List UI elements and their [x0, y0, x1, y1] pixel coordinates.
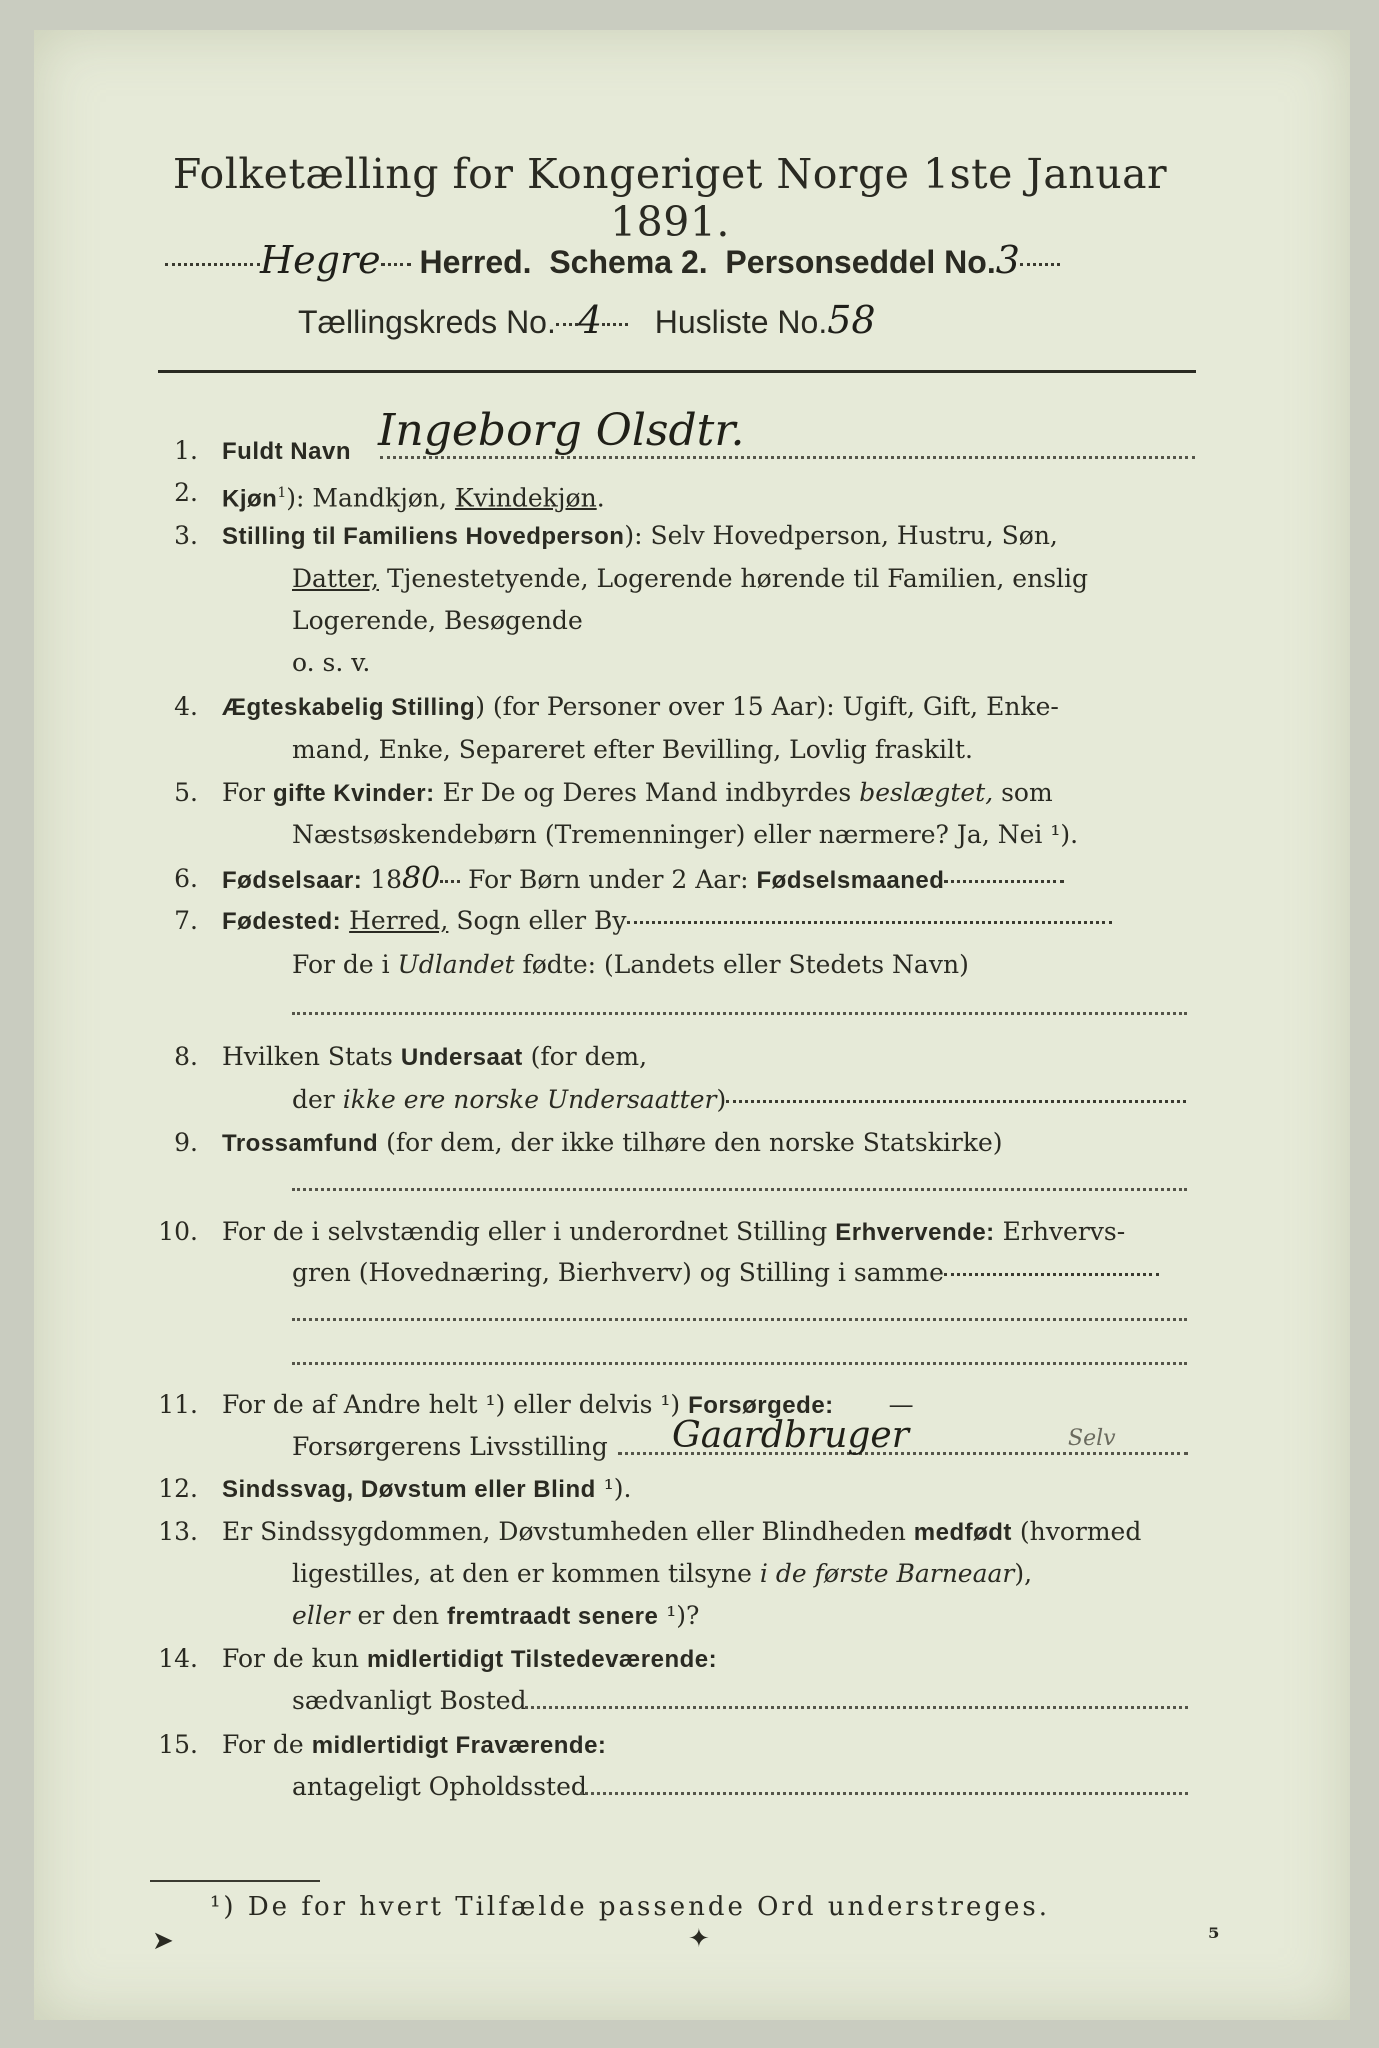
q13-line2 — [292, 1559, 1032, 1589]
q6-text: For Børn under 2 Aar: — [460, 865, 757, 894]
q11-text2: Forsørgerens Livsstilling — [292, 1432, 608, 1461]
q7-line2 — [292, 950, 969, 980]
q8-italic: ikke ere norske Undersaatter — [342, 1085, 717, 1114]
q13-text: (hvormed — [1011, 1517, 1142, 1546]
q11-pre: For de af Andre helt ¹) eller delvis ¹) — [222, 1390, 689, 1419]
q11-handwritten-dash: — — [888, 1390, 914, 1419]
personseddel-value: 3 — [995, 238, 1020, 282]
answer-dotline — [292, 1012, 1187, 1015]
q5-pre: For — [222, 778, 273, 807]
question-number: 8. — [174, 1042, 198, 1071]
q4-text: ) (for Personer over 15 Aar): Ugift, Gift, Enke- — [475, 692, 1059, 721]
answer-dotline — [292, 1362, 1187, 1365]
question-number: 4. — [174, 692, 198, 721]
schema-label: Schema 2. — [549, 244, 708, 280]
q5-line2: Næstsøskendebørn (Tremenninger) eller nærmere? Ja, Nei ¹). — [292, 820, 1079, 849]
q12-text: ¹). — [603, 1474, 632, 1503]
q2-text: ): Mandkjøn, — [286, 483, 455, 513]
q2-period: . — [596, 483, 605, 513]
q13-line3 — [292, 1601, 699, 1632]
q5-end: som — [993, 778, 1053, 807]
question-number: 10. — [158, 1217, 198, 1246]
answer-dotline — [580, 1792, 1188, 1795]
q7-label: Fødested: — [222, 908, 342, 935]
dotted-fill — [944, 1273, 1159, 1276]
question-number: 15. — [158, 1730, 198, 1759]
q5-label: gifte Kvinder: — [272, 780, 435, 807]
q7-text3: fødte: (Landets eller Stedets Navn) — [514, 950, 969, 979]
q9-text: (for dem, der ikke tilhøre den norske Statskirke) — [378, 1128, 1003, 1157]
q6-prefix: 18 — [362, 865, 402, 894]
q3-text: ): Selv Hovedperson, Hustru, Søn, — [624, 521, 1058, 550]
answer-dotline — [292, 1318, 1187, 1321]
personseddel-label: Personseddel No. — [725, 244, 996, 280]
q1-label: Fuldt Navn — [222, 438, 351, 465]
question-number: 3. — [174, 521, 198, 550]
margin-mark-icon: ✦ — [688, 1924, 710, 1954]
q2-label: Kjøn — [222, 485, 278, 513]
q10-text: Erhvervs- — [994, 1217, 1126, 1246]
q13-label2: fremtraadt senere — [447, 1603, 659, 1630]
dotted-fill — [602, 323, 628, 326]
dotted-fill — [944, 880, 1064, 883]
margin-mark-icon: ➤ — [152, 1926, 174, 1956]
q15-line2 — [292, 1772, 587, 1802]
footnote-ref: 1 — [277, 485, 287, 501]
q7-text: Sogn eller By — [448, 906, 627, 935]
q13-text5: ¹)? — [658, 1601, 700, 1630]
footnote: ¹) De for hvert Tilfælde passende Ord understreges. — [210, 1892, 1051, 1922]
q13-label: medfødt — [913, 1519, 1012, 1546]
dotted-fill — [627, 921, 1112, 924]
q11-line2 — [292, 1432, 608, 1462]
question-number: 7. — [174, 906, 198, 935]
q13-text2: ligestilles, at den er kommen tilsyne — [292, 1559, 760, 1588]
q7-text2: For de i — [292, 950, 398, 979]
question-number: 14. — [158, 1644, 198, 1673]
q8-text2: der — [292, 1085, 343, 1114]
question-number: 11. — [158, 1390, 198, 1419]
q7-italic: Udlandet — [397, 950, 515, 979]
dotted-fill — [1020, 263, 1060, 266]
q2-underlined-answer: Kvindekjøn — [454, 483, 597, 513]
question-number: 5. — [174, 778, 198, 807]
q8-text: (for dem, — [522, 1042, 648, 1071]
q6-label2: Fødselsmaaned — [756, 867, 945, 894]
q14-text2: sædvanligt Bosted — [292, 1686, 527, 1715]
question-number: 12. — [158, 1474, 198, 1503]
q3-text: Tjenestetyende, Logerende hørende til Familien, enslig — [379, 564, 1089, 593]
q3-label: Stilling til Familiens Hovedperson — [222, 523, 625, 550]
answer-dotline — [525, 1706, 1188, 1709]
q13-text3: ), — [1014, 1559, 1033, 1588]
q13-italic: i de første Barneaar — [759, 1559, 1015, 1588]
kreds-line — [298, 298, 876, 342]
q5-italic: beslægtet, — [859, 778, 994, 807]
question-number: 6. — [174, 864, 198, 893]
q13-italic2: eller — [292, 1601, 350, 1630]
q10-text2: gren (Hovednæring, Bierhverv) og Stilling i samme — [292, 1258, 944, 1287]
dotted-fill — [726, 1100, 1186, 1103]
q14-pre: For de kun — [222, 1644, 367, 1673]
q8-label: Undersaat — [400, 1044, 523, 1071]
answer-dotline — [292, 1188, 1187, 1191]
dotted-fill — [556, 323, 578, 326]
q10-label: Erhvervende: — [835, 1219, 995, 1246]
question-number: 9. — [174, 1128, 198, 1157]
q8-pre: Hvilken Stats — [222, 1042, 401, 1071]
form-title: Folketælling for Kongeriget Norge 1ste Januar 1891. — [172, 150, 1168, 246]
q3-line2 — [292, 564, 1088, 594]
q1-name-handwritten: Ingeborg Olsdtr. — [378, 405, 745, 456]
q4-label: Ægteskabelig Stilling — [222, 694, 476, 721]
q13-pre: Er Sindssygdommen, Døvstumheden eller Blindheden — [222, 1517, 914, 1546]
q3-line4: o. s. v. — [292, 648, 371, 677]
dotted-fill — [440, 880, 460, 883]
husliste-value: 58 — [827, 298, 876, 342]
q11-occupation-handwritten: Gaardbruger — [672, 1415, 909, 1456]
q6-label: Fødselsaar: — [222, 867, 363, 894]
herred-line — [165, 238, 1060, 282]
q11-label: Forsørgede: — [688, 1392, 834, 1419]
q13-text4: er den — [349, 1601, 448, 1630]
answer-dotline — [380, 456, 1195, 459]
margin-mark-icon: ⁵ — [1208, 1924, 1220, 1954]
q5-text: Er De og Deres Mand indbyrdes — [434, 778, 860, 807]
dotted-fill — [165, 263, 260, 266]
q7-underlined-answer: Herred, — [349, 906, 449, 935]
q3-line3: Logerende, Besøgende — [292, 606, 583, 635]
herred-label: Herred. — [419, 244, 532, 280]
q8-line2 — [292, 1085, 1186, 1115]
q8-text3: ) — [716, 1085, 727, 1114]
header-rule — [158, 370, 1196, 373]
q14-label: midlertidigt Tilstedeværende: — [366, 1646, 718, 1673]
footnote-rule — [150, 1880, 320, 1882]
q15-label: midlertidigt Fraværende: — [311, 1732, 607, 1759]
q15-text2: antageligt Opholdssted — [292, 1772, 587, 1801]
q4-line2: mand, Enke, Separeret efter Bevilling, Lovlig fraskilt. — [292, 735, 973, 764]
q9-label: Trossamfund — [222, 1130, 379, 1157]
question-number: 2. — [174, 478, 198, 507]
q10-pre: For de i selvstændig eller i underordnet Stilling — [222, 1217, 836, 1246]
question-number: 1. — [174, 436, 198, 465]
q10-line2 — [292, 1258, 1159, 1288]
q11-pencil-note: Selv — [1068, 1426, 1116, 1451]
dotted-fill — [381, 263, 411, 266]
kreds-value: 4 — [577, 298, 603, 342]
question-number: 13. — [158, 1517, 198, 1546]
q15-pre: For de — [222, 1730, 312, 1759]
q6-birthyear-handwritten: 80 — [401, 861, 441, 896]
husliste-label: Husliste No. — [654, 304, 828, 340]
herred-handwritten: Hegre — [260, 238, 381, 282]
q14-line2 — [292, 1686, 527, 1716]
q12-label: Sindssvag, Døvstum eller Blind — [222, 1476, 596, 1503]
q3-underlined-answer: Datter, — [292, 564, 379, 593]
kreds-label: Tællingskreds No. — [298, 304, 556, 340]
